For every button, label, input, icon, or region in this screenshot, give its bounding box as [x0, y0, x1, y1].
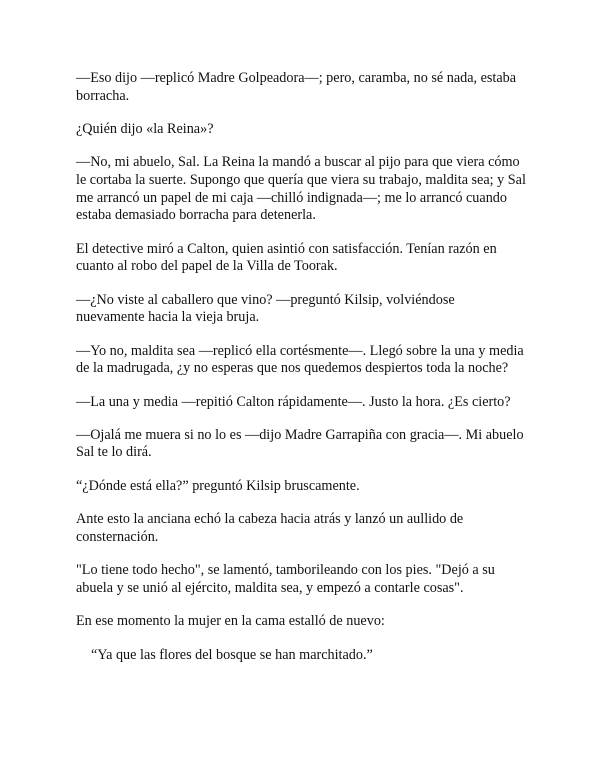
- paragraph-3: —No, mi abuelo, Sal. La Reina la mandó a buscar al pijo para que viera cómo le cortaba la suerte. Supongo que quería que viera su trabajo, maldita sea; y Sal me arrancó un papel de mi caja —chilló indignada—; me lo arrancó cuando estaba demasiado borracha para detenerla.: [76, 154, 526, 224]
- paragraph-12: En ese momento la mujer en la cama estalló de nuevo:: [76, 613, 385, 630]
- paragraph-4: El detective miró a Calton, quien asintió con satisfacción. Tenían razón en cuanto al robo del papel de la Villa de Toorak.: [76, 240, 497, 275]
- paragraph-7: —La una y media —repitió Calton rápidamente—. Justo la hora. ¿Es cierto?: [76, 393, 511, 410]
- paragraph-2: ¿Quién dijo «la Reina»?: [76, 120, 214, 137]
- paragraph-6: —Yo no, maldita sea —replicó ella cortésmente—. Llegó sobre la una y media de la madrugada, ¿y no esperas que nos quedemos despiertos toda la noche?: [76, 342, 524, 377]
- paragraph-10: Ante esto la anciana echó la cabeza hacia atrás y lanzó un aullido de consternación.: [76, 511, 464, 545]
- body-text: [76, 70, 526, 680]
- paragraph-13-verse: “Ya que las flores del bosque se han marchitado.”: [91, 646, 373, 663]
- paragraph-9: “¿Dónde está ella?” preguntó Kilsip bruscamente.: [76, 477, 360, 494]
- paragraph-11: "Lo tiene todo hecho", se lamentó, tamborileando con los pies. "Dejó a su abuela y se unió al ejército, maldita sea, y empezó a contarle cosas".: [76, 562, 495, 596]
- paragraph-8: —Ojalá me muera si no lo es —dijo Madre Garrapiña con gracia—. Mi abuelo Sal te lo dirá.: [76, 426, 524, 461]
- paragraph-5: —¿No viste al caballero que vino? —preguntó Kilsip, volviéndose nuevamente hacia la vieja bruja.: [76, 291, 455, 326]
- paragraph-1: —Eso dijo —replicó Madre Golpeadora—; pero, caramba, no sé nada, estaba borracha.: [76, 70, 517, 104]
